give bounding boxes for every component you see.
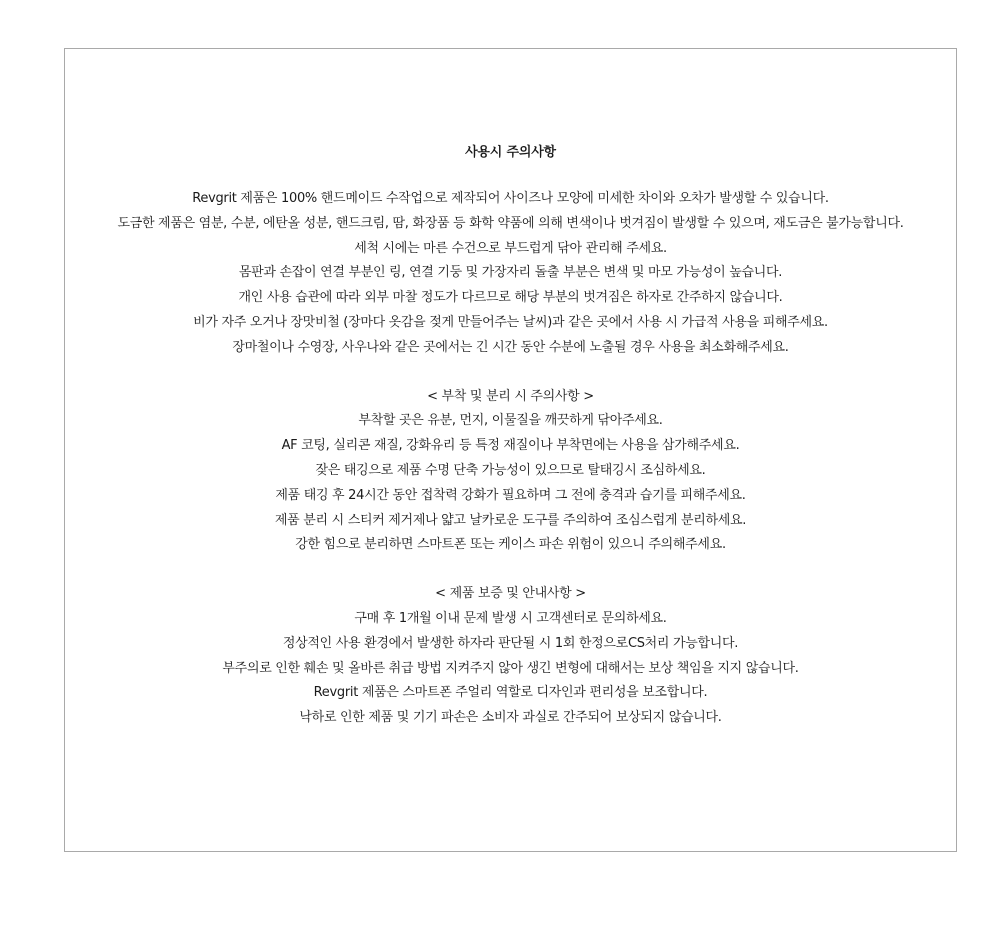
section-spacer [65, 558, 956, 582]
warranty-notice-line: 낙하로 인한 제품 및 기기 파손은 소비자 과실로 간주되어 보상되지 않습니다. [299, 710, 722, 726]
attach-notice-line: 제품 태깅 후 24시간 동안 접착력 강화가 필요하며 그 전에 충격과 습기를 피해주세요. [275, 487, 746, 503]
general-notice-line: 개인 사용 습관에 따라 외부 마찰 정도가 다르므로 해당 부분의 벗겨짐은 하자로 간주하지 않습니다. [238, 290, 783, 306]
general-notice-line: Revgrit 제품은 100% 핸드메이드 수작업으로 제작되어 사이즈나 모양에 미세한 차이와 오차가 발생할 수 있습니다. [192, 191, 829, 206]
attach-notice-section [65, 385, 956, 559]
general-notice-line: 몸판과 손잡이 연결 부분인 링, 연결 기둥 및 가장자리 돌출 부분은 변색 및 마모 가능성이 높습니다. [238, 265, 783, 281]
warranty-notice-line: Revgrit 제품은 스마트폰 주얼리 역할로 디자인과 편리성을 보조합니다. [313, 685, 708, 701]
general-notice-section [65, 187, 956, 361]
notice-title: 사용시 주의사항 [465, 145, 556, 160]
warranty-section-heading: < 제품 보증 및 안내사항 > [435, 586, 586, 602]
attach-notice-line: 강한 힘으로 분리하면 스마트폰 또는 케이스 파손 위험이 있으니 주의해주세요. [295, 537, 726, 553]
general-notice-line: 장마철이나 수영장, 사우나와 같은 곳에서는 긴 시간 동안 수분에 노출될 경우 사용을 최소화해주세요. [232, 339, 789, 355]
attach-notice-line: AF 코팅, 실리콘 재질, 강화유리 등 특정 재질이나 부착면에는 사용을 삼가해주세요. [281, 438, 740, 454]
section-spacer [65, 361, 956, 385]
general-notice-line: 세척 시에는 마른 수건으로 부드럽게 닦아 관리해 주세요. [354, 240, 667, 256]
notice-content [65, 141, 956, 731]
attach-notice-line: 잦은 태깅으로 제품 수명 단축 가능성이 있으므로 탈태깅시 조심하세요. [315, 462, 706, 478]
attach-section-heading: < 부착 및 분리 시 주의사항 > [427, 388, 594, 404]
warranty-notice-line: 부주의로 인한 훼손 및 올바른 취급 방법 지켜주지 않아 생긴 변형에 대해서는 보상 책임을 지지 않습니다. [222, 660, 799, 676]
general-notice-line: 도금한 제품은 염분, 수분, 에탄올 성분, 핸드크림, 땀, 화장품 등 화학 약품에 의해 변색이나 벗겨짐이 발생할 수 있으며, 재도금은 불가능합니다. [117, 215, 904, 231]
general-notice-line: 비가 자주 오거나 장맛비철 (장마다 옷감을 젖게 만들어주는 날씨)과 같은 곳에서 사용 시 가급적 사용을 피해주세요. [193, 314, 828, 330]
notice-box [64, 48, 957, 852]
warranty-notice-line: 구매 후 1개월 이내 문제 발생 시 고객센터로 문의하세요. [354, 610, 667, 626]
warranty-notice-line: 정상적인 사용 환경에서 발생한 하자라 판단될 시 1회 한정으로CS처리 가능합니다. [282, 635, 739, 651]
warranty-notice-section [65, 582, 956, 731]
attach-notice-line: 제품 분리 시 스티커 제거제나 얇고 날카로운 도구를 주의하여 조심스럽게 분리하세요. [274, 512, 747, 528]
attach-notice-line: 부착할 곳은 유분, 먼지, 이물질을 깨끗하게 닦아주세요. [358, 413, 663, 429]
